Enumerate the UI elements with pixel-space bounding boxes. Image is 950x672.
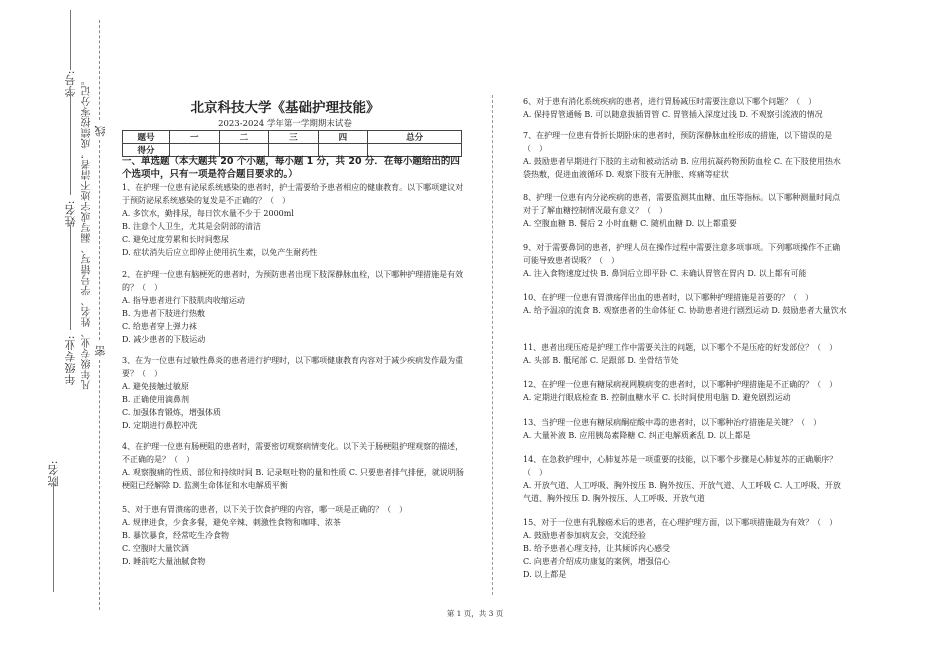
exam-subtitle: 2023-2024 学年第一学期期末试卷 — [218, 119, 352, 129]
question-option: A. 多饮水，勤排尿，每日饮水量不少于 2000ml — [122, 209, 294, 218]
question-option: A. 大量补液 B. 应用胰岛素降糖 C. 纠正电解质紊乱 D. 以上都是 — [523, 431, 751, 440]
question-option: B. 暴饮暴食，经常吃生冷食物 — [122, 531, 229, 540]
column-divider — [492, 95, 493, 595]
question-option: C. 空腹时大量饮酒 — [122, 544, 189, 553]
question-option: A. 空腹血糖 B. 餐后 2 小时血糖 C. 随机血糖 D. 以上都重要 — [523, 219, 737, 228]
exam-title: 北京科技大学《基础护理技能》 — [190, 100, 380, 116]
question-option: C. 向患者介绍成功康复的案例，增强信心 — [523, 557, 670, 566]
question-4 — [122, 440, 467, 492]
seal-mark: 密 — [94, 345, 107, 357]
question-option: A. 定期进行眼底检查 B. 控制血糖水平 C. 长时间使用电脑 D. 避免剧烈运动 — [523, 393, 791, 402]
score-cell: 题号 — [123, 131, 170, 144]
school-label: 院名: — [47, 460, 60, 488]
question-stem: 15、对于一位患有乳腺癌术后的患者，在心理护理方面，以下哪项措施最为有效？（ ） — [523, 518, 838, 527]
question-option: D. 睡前吃大量油腻食物 — [122, 557, 206, 566]
score-cell: 三 — [269, 131, 319, 144]
question-option: C. 加强体育锻炼，增强体质 — [122, 408, 221, 417]
question-stem: 6、对于患有消化系统疾病的患者，进行胃肠减压时需要注意以下哪个问题？（ ） — [523, 97, 817, 106]
question-7 — [523, 129, 848, 181]
question-14 — [523, 453, 848, 505]
question-stem: 3、在为一位患有过敏性鼻炎的患者进行护理时，以下哪项健康教育内容对于减少疾病发作最为重要？（ ） — [122, 356, 464, 378]
question-option: D. 以上都是 — [523, 570, 567, 579]
seal-dashed-line — [99, 20, 100, 120]
page-footer: 第 1 页，共 3 页 — [446, 609, 504, 618]
question-option: A. 给予温凉的流食 B. 观察患者的生命体征 C. 协助患者进行剧烈运动 D. 鼓励患者大量饮水 — [523, 306, 847, 315]
question-option: D. 症状消失后应立即停止使用抗生素，以免产生耐药性 — [122, 248, 318, 257]
question-5 — [122, 503, 467, 568]
name-label: 姓名: — [64, 200, 77, 228]
question-stem: 14、在急救护理中，心肺复苏是一项重要的技能，以下哪个步骤是心肺复苏的正确顺序？（ ） — [523, 455, 838, 477]
question-stem: 12、在护理一位患有糖尿病视网膜病变的患者时，以下哪种护理措施是不正确的？（ ） — [523, 380, 838, 389]
question-15 — [523, 516, 848, 581]
question-stem: 9、对于需要鼻饲的患者，护理人员在操作过程中需要注意多项事项。下列哪项操作不正确可能导致患者误吸？（ ） — [523, 243, 841, 265]
question-option: D. 定期进行鼻腔冲洗 — [122, 421, 198, 430]
question-2 — [122, 268, 467, 346]
question-option: D. 减少患者的下肢运动 — [122, 335, 206, 344]
line-mark: 线 — [94, 125, 107, 137]
question-option: B. 注意个人卫生，尤其是会阴部的清洁 — [122, 222, 261, 231]
question-option: C. 给患者穿上弹力袜 — [122, 322, 197, 331]
question-option: A. 规律进食，少食多餐，避免辛辣、刺激性食物和咖啡、浓茶 — [122, 518, 341, 527]
question-option: A. 指导患者进行下肢肌肉收缩运动 — [122, 296, 245, 305]
question-6 — [523, 95, 848, 121]
score-cell: 一 — [170, 131, 220, 144]
question-option: C. 避免过度劳累和长时间憋尿 — [122, 235, 229, 244]
score-cell: 四 — [318, 131, 368, 144]
binding-line — [70, 225, 71, 330]
binding-line — [70, 10, 71, 70]
seal-dashed-line — [99, 360, 100, 610]
score-cell: 得分 — [123, 144, 170, 157]
question-stem: 8、护理一位患有内分泌疾病的患者，需要监测其血糖、血压等指标。以下哪种测量时间点对于了解血糖控制情况最有意义？（ ） — [523, 193, 841, 215]
binding-line — [70, 90, 71, 195]
question-option: A. 鼓励患者参加病友会，交流经验 — [523, 531, 646, 540]
question-stem: 4、在护理一位患有肠梗阻的患者时，需要密切观察病情变化。以下关于肠梗阻护理观察的描述，不正确的是？（ ） — [122, 442, 464, 464]
score-table — [122, 130, 462, 157]
question-stem: 13、当护理一位患有糖尿病酮症酸中毒的患者时，以下哪种治疗措施是关键？（ ） — [523, 418, 822, 427]
question-13 — [523, 416, 848, 442]
score-cell: 二 — [219, 131, 269, 144]
student-id-label: 学号: — [64, 70, 77, 98]
binding-line — [53, 482, 54, 592]
question-stem: 11、患者出现压疮是护理工作中需要关注的问题，以下哪个不是压疮的好发部位？（ ） — [523, 343, 838, 352]
question-stem: 2、在护理一位患有脑梗死的患者时，为预防患者出现下肢深静脉血栓，以下哪种护理措施是有效的？（ ） — [122, 270, 464, 292]
question-stem: 5、对于患有胃溃疡的患者，以下关于饮食护理的内容，哪一项是正确的？（ ） — [122, 505, 408, 514]
question-option: A. 鼓励患者早期进行下肢的主动和被动活动 B. 应用抗凝药物预防血栓 C. 在下肢使用热水袋热敷，促进血液循环 D. 观察下肢有无肿胀、疼痛等症状 — [523, 157, 841, 179]
binding-margin — [0, 0, 115, 672]
seal-dashed-line — [99, 140, 100, 340]
question-10 — [523, 291, 848, 317]
question-option: A. 头部 B. 骶尾部 C. 足跟部 D. 坐骨结节处 — [523, 356, 679, 365]
question-option: A. 避免接触过敏原 — [122, 382, 189, 391]
question-option: A. 开放气道、人工呼吸、胸外按压 B. 胸外按压、开放气道、人工呼吸 C. 人工呼吸、开放气道、胸外按压 D. 胸外按压、人工呼吸、开放气道 — [523, 481, 841, 503]
question-option: A. 注入食物速度过快 B. 鼻饲后立即平卧 C. 未确认胃管在胃内 D. 以上都有可能 — [523, 269, 807, 278]
question-option: B. 给予患者心理支持，让其倾诉内心感受 — [523, 544, 670, 553]
question-stem: 1、在护理一位患有泌尿系统感染的患者时，护士需要给予患者相应的健康教育。以下哪项建议对于预防泌尿系统感染的复发是不正确的？（ ） — [122, 183, 464, 205]
question-9 — [523, 241, 848, 280]
question-option: A. 保持胃管通畅 B. 可以随意拔插胃管 C. 胃管插入深度过浅 D. 不观察引流液的情况 — [523, 110, 823, 119]
question-stem: 10、在护理一位患有胃溃疡伴出血的患者时，以下哪种护理措施是首要的？（ ） — [523, 293, 814, 302]
binding-notice: 凡年级专业、姓名、学号错写、漏写或字迹不清者，成绩按零分记。 — [82, 75, 93, 390]
question-option: B. 正确使用滴鼻剂 — [122, 395, 189, 404]
question-3 — [122, 354, 467, 432]
score-cell: 总分 — [368, 131, 462, 144]
grade-label: 年级专业: — [64, 335, 77, 386]
score-table-header-row — [123, 131, 462, 144]
question-11 — [523, 341, 848, 367]
question-12 — [523, 378, 848, 404]
question-option: B. 为患者下肢进行热敷 — [122, 309, 205, 318]
question-stem: 7、在护理一位患有骨折长期卧床的患者时，预防深静脉血栓形成的措施，以下错误的是（ ） — [523, 131, 833, 153]
question-8 — [523, 191, 848, 230]
question-1 — [122, 181, 467, 259]
question-option: A. 观察腹痛的性质、部位和持续时间 B. 记录呕吐物的量和性质 C. 只要患者排气排便，就说明肠梗阻已经解除 D. 监测生命体征和水电解质平衡 — [122, 468, 464, 490]
section-heading: 一、单选题（本大题共 20 个小题，每小题 1 分，共 20 分．在每小题给出的四个选项中，只有一项是符合题目要求的。） — [122, 156, 460, 180]
